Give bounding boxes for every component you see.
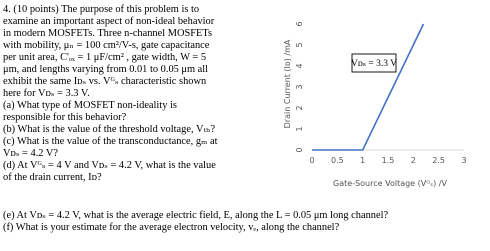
y-tick-label: 1	[295, 126, 304, 132]
chart-marks	[312, 24, 423, 150]
problem-line: examine an important aspect of non-ideal behavior	[3, 16, 215, 27]
problem-line: of the drain current, Iᴅ?	[3, 172, 102, 183]
y-tick-label: 3	[295, 84, 304, 90]
problem-line: μm, and lengths varying from 0.01 to 0.05 μm all	[3, 64, 209, 75]
chart-axes	[295, 21, 467, 165]
y-tick-label: 2	[295, 105, 304, 111]
problem-line: here for Vᴅₛ = 3.3 V.	[3, 88, 90, 99]
x-tick-label: 1	[360, 156, 366, 165]
x-tick-label: 1.5	[381, 156, 395, 165]
data-series-line	[312, 24, 423, 150]
problem-line-f: (f) What is your estimate for the average electron velocity, vₑ, along the channel?	[3, 222, 340, 233]
x-tick-label: 0	[309, 156, 315, 165]
x-tick-label: 3	[461, 156, 467, 165]
problem-line-c: (c) What is the value of the transconductance, gₘ at	[3, 136, 218, 147]
y-axis-label: Drain Current (Iᴅ) /mA	[283, 39, 292, 129]
problem-line: per unit area, C'ₒₓ = 1 μF/cm² , gate width, W = 5	[3, 52, 207, 63]
legend-label: Vᴅₛ = 3.3 V	[350, 59, 398, 69]
x-axis-label: Gate-Source Voltage (Vᴳₛ) /V	[333, 179, 447, 188]
problem-line-e: (e) At Vᴅₛ = 4.2 V, what is the average electric field, E, along the L = 0.05 μm long channel?	[3, 210, 389, 221]
problem-line: Vᴅₛ = 4.2 V?	[3, 148, 59, 159]
problem-line: exhibit the same Iᴅₛ vs. Vᴳₛ characteristic shown	[3, 76, 207, 87]
problem-line-b: (b) What is the value of the threshold voltage, Vₜₕ?	[3, 124, 216, 135]
y-tick-label: 0	[295, 147, 304, 153]
y-tick-label: 6	[295, 21, 304, 27]
problem-line-d: (d) At Vᴳₛ = 4 V and Vᴅₛ = 4.2 V, what is the value	[3, 160, 216, 171]
y-tick-label: 4	[295, 63, 304, 69]
x-tick-label: 2	[410, 156, 416, 165]
y-tick-label: 5	[295, 42, 304, 48]
x-tick-label: 0.5	[330, 156, 344, 165]
problem-line-a: (a) What type of MOSFET non-ideality is	[3, 100, 177, 111]
problem-line: responsible for this behavior?	[3, 112, 127, 123]
x-tick-label: 2.5	[432, 156, 446, 165]
problem-line: 4. (10 points) The purpose of this problem is to	[3, 4, 200, 15]
problem-line: in modern MOSFETs. Three n-channel MOSFETs	[3, 28, 213, 39]
problem-line: with mobility, μₙ = 100 cm²/V-s, gate capacitance	[3, 40, 210, 51]
